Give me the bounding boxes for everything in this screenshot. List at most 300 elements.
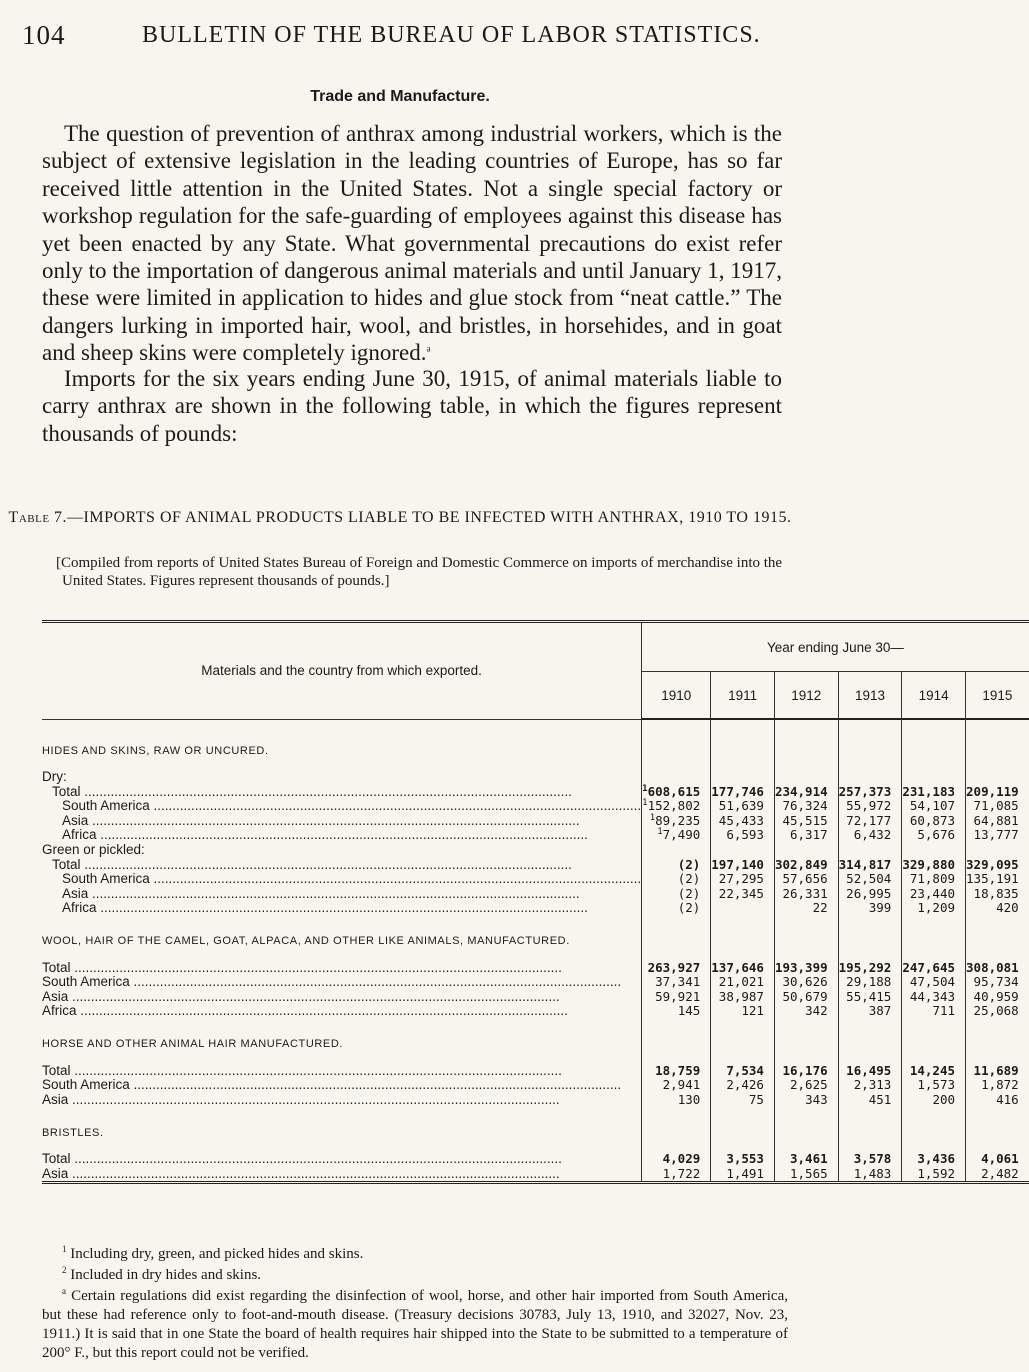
table-row xyxy=(42,1078,1029,1093)
row-label: Asia ..... xyxy=(42,1167,642,1183)
value-cell xyxy=(838,1078,902,1093)
value-cell xyxy=(642,1064,711,1079)
value-text: 64,881 xyxy=(973,812,1019,828)
footnote-a xyxy=(42,1287,788,1363)
value-text: 26,995 xyxy=(846,885,892,901)
value-text: 263,927 xyxy=(647,959,701,975)
value-cell xyxy=(902,901,966,916)
value-cell xyxy=(711,1078,775,1093)
value-text: 45,515 xyxy=(782,812,828,828)
value-text: 195,292 xyxy=(838,959,892,975)
value-cell xyxy=(774,858,838,873)
footnote-a-mark: a xyxy=(62,1286,66,1296)
value-text: 130 xyxy=(677,1091,701,1107)
table-caption xyxy=(0,508,800,528)
value-text: 22,345 xyxy=(718,885,764,901)
value-text: 387 xyxy=(868,1003,892,1019)
value-text: (2) xyxy=(677,885,701,901)
value-text: 22 xyxy=(812,900,828,916)
value-text: 177,746 xyxy=(711,783,764,799)
empty-cell xyxy=(838,1107,902,1140)
value-cell xyxy=(642,975,711,990)
value-cell xyxy=(642,872,711,887)
value-text: 51,639 xyxy=(718,798,764,814)
empty-cell xyxy=(642,719,711,758)
table-row xyxy=(42,814,1029,829)
table-row xyxy=(42,799,1029,814)
value-cell xyxy=(711,901,775,916)
value-text: 16,176 xyxy=(782,1062,828,1078)
value-cell xyxy=(711,1152,775,1167)
value-cell xyxy=(838,770,902,785)
empty-cell xyxy=(838,916,902,949)
table-row xyxy=(42,975,1029,990)
year-header: Year ending June 30— xyxy=(642,622,1029,672)
value-cell xyxy=(966,1152,1029,1167)
value-text: 329,880 xyxy=(902,856,956,872)
group-title: HORSE AND OTHER ANIMAL HAIR MANUFACTURED. xyxy=(42,1019,642,1052)
row-label: Africa ..... xyxy=(42,1004,642,1019)
table-row xyxy=(42,828,1029,843)
value-cell xyxy=(711,770,775,785)
value-text: 451 xyxy=(868,1091,892,1107)
value-cell xyxy=(642,799,711,814)
value-text: 608,615 xyxy=(647,783,701,799)
value-cell xyxy=(902,858,966,873)
footnote-2-mark: 2 xyxy=(62,1265,67,1275)
value-text: 50,679 xyxy=(782,988,828,1004)
value-text: 6,593 xyxy=(726,827,764,843)
empty-cell xyxy=(711,1107,775,1140)
group-title: HIDES AND SKINS, RAW OR UNCURED. xyxy=(42,719,642,758)
empty-cell xyxy=(711,916,775,949)
value-cell xyxy=(774,770,838,785)
table-title: —IMPORTS OF ANIMAL PRODUCTS LIABLE TO BE INFECTED WITH ANTHRAX, 1910 TO 1915. xyxy=(67,509,792,526)
footnote-1 xyxy=(42,1245,788,1264)
value-cell xyxy=(838,1093,902,1108)
value-cell xyxy=(711,887,775,902)
empty-cell xyxy=(838,719,902,758)
value-text: 21,021 xyxy=(718,974,764,990)
value-cell xyxy=(774,1167,838,1183)
value-text: 40,959 xyxy=(973,988,1019,1004)
empty-cell xyxy=(902,1019,966,1052)
value-text: 18,759 xyxy=(655,1062,701,1078)
value-text: 18,835 xyxy=(973,885,1019,901)
value-cell xyxy=(902,872,966,887)
value-cell xyxy=(711,1064,775,1079)
value-cell xyxy=(711,785,775,800)
value-cell xyxy=(774,961,838,976)
value-cell xyxy=(966,1093,1029,1108)
value-text: 3,461 xyxy=(790,1150,828,1166)
value-cell xyxy=(838,1152,902,1167)
value-cell xyxy=(902,990,966,1005)
value-text: (2) xyxy=(677,900,701,916)
value-cell xyxy=(966,785,1029,800)
value-cell xyxy=(642,1078,711,1093)
empty-cell xyxy=(966,916,1029,949)
value-cell xyxy=(966,975,1029,990)
table-row xyxy=(42,961,1029,976)
value-text: 14,245 xyxy=(909,1062,956,1078)
empty-cell xyxy=(902,916,966,949)
value-text: 329,095 xyxy=(966,856,1019,872)
running-title: BULLETIN OF THE BUREAU OF LABOR STATISTICS. xyxy=(142,22,761,48)
value-cell xyxy=(774,785,838,800)
year-col: 1913 xyxy=(838,672,902,720)
footnote-ref: 1 xyxy=(657,827,663,838)
value-cell xyxy=(902,843,966,858)
value-cell xyxy=(902,828,966,843)
footnote-1-text: Including dry, green, and picked hides and skins. xyxy=(70,1246,364,1262)
row-label: Total ..... xyxy=(42,785,642,800)
group-header-row xyxy=(42,916,1029,949)
value-text: 52,504 xyxy=(846,871,892,887)
empty-cell xyxy=(838,1019,902,1052)
value-cell xyxy=(774,799,838,814)
year-col: 1911 xyxy=(711,672,775,720)
value-cell xyxy=(711,814,775,829)
page-number: 104 xyxy=(22,20,66,50)
value-cell xyxy=(838,1004,902,1019)
value-text: 55,972 xyxy=(846,798,892,814)
empty-cell xyxy=(902,719,966,758)
value-text: 37,341 xyxy=(655,974,701,990)
value-cell xyxy=(774,872,838,887)
table-row xyxy=(42,858,1029,873)
group-title: WOOL, HAIR OF THE CAMEL, GOAT, ALPACA, AND OTHER LIKE ANIMALS, MANUFACTURED. xyxy=(42,916,642,949)
value-text: 399 xyxy=(868,900,892,916)
value-text: 1,573 xyxy=(917,1077,956,1093)
value-cell xyxy=(774,1152,838,1167)
value-text: 234,914 xyxy=(774,783,828,799)
value-text: 89,235 xyxy=(655,812,701,828)
value-text: 193,399 xyxy=(774,959,828,975)
table-row xyxy=(42,770,1029,785)
value-text: 343 xyxy=(805,1091,828,1107)
value-text: 3,436 xyxy=(917,1150,956,1166)
value-cell xyxy=(774,1078,838,1093)
value-cell xyxy=(902,785,966,800)
row-label: Africa ..... xyxy=(42,828,642,843)
value-cell xyxy=(774,975,838,990)
value-cell xyxy=(966,814,1029,829)
group-title: BRISTLES. xyxy=(42,1107,642,1140)
value-text: (2) xyxy=(677,871,701,887)
value-text: 1,592 xyxy=(917,1165,956,1181)
stub-header: Materials and the country from which exported. xyxy=(42,622,642,720)
value-text: 71,809 xyxy=(909,871,956,887)
value-cell xyxy=(838,858,902,873)
value-text: 416 xyxy=(996,1091,1019,1107)
row-label: Total ..... xyxy=(42,961,642,976)
value-cell xyxy=(774,1004,838,1019)
imports-table xyxy=(42,620,1029,1184)
value-text: 16,495 xyxy=(846,1062,892,1078)
footnote-ref: 1 xyxy=(649,812,656,823)
value-cell xyxy=(966,990,1029,1005)
table-row xyxy=(42,1167,1029,1183)
value-cell xyxy=(838,814,902,829)
value-cell xyxy=(774,990,838,1005)
value-text: 231,183 xyxy=(902,783,956,799)
table-row xyxy=(42,1004,1029,1019)
value-cell xyxy=(838,799,902,814)
value-text: 3,553 xyxy=(726,1150,764,1166)
value-cell xyxy=(838,901,902,916)
spacer-cell xyxy=(902,758,966,770)
value-text: 1,565 xyxy=(790,1165,828,1181)
empty-cell xyxy=(642,1019,711,1052)
value-cell xyxy=(902,770,966,785)
value-text: 1,491 xyxy=(726,1165,764,1181)
value-text: 1,483 xyxy=(853,1165,892,1181)
value-text: 308,081 xyxy=(966,959,1019,975)
row-label: Total ..... xyxy=(42,1064,642,1079)
value-cell xyxy=(838,828,902,843)
value-cell xyxy=(966,770,1029,785)
footnote-2-text: Included in dry hides and skins. xyxy=(70,1267,262,1283)
value-text: 76,324 xyxy=(782,798,828,814)
value-text: 302,849 xyxy=(774,856,828,872)
value-text: 72,177 xyxy=(846,812,892,828)
value-cell xyxy=(966,1167,1029,1183)
row-label: Asia ..... xyxy=(42,814,642,829)
value-cell xyxy=(838,843,902,858)
value-cell xyxy=(711,975,775,990)
value-cell xyxy=(838,1167,902,1183)
empty-cell xyxy=(966,719,1029,758)
spacer-cell xyxy=(774,758,838,770)
row-label: Green or pickled: xyxy=(42,843,642,858)
value-cell xyxy=(774,901,838,916)
footnote-ref: 1 xyxy=(642,798,648,809)
value-cell xyxy=(774,1093,838,1108)
value-cell xyxy=(966,1004,1029,1019)
value-text: 23,440 xyxy=(909,885,956,901)
value-text: 137,646 xyxy=(711,959,764,975)
table-row xyxy=(42,901,1029,916)
value-text: 3,578 xyxy=(853,1150,892,1166)
group-header-row xyxy=(42,719,1029,758)
value-cell xyxy=(774,828,838,843)
value-text: 45,433 xyxy=(718,812,764,828)
value-text: 60,873 xyxy=(909,812,956,828)
table-row xyxy=(42,843,1029,858)
value-cell xyxy=(902,1167,966,1183)
value-cell xyxy=(902,1078,966,1093)
year-col: 1912 xyxy=(774,672,838,720)
value-cell xyxy=(642,1152,711,1167)
table-body xyxy=(42,719,1029,1183)
empty-cell xyxy=(774,719,838,758)
year-col: 1914 xyxy=(902,672,966,720)
empty-cell xyxy=(966,1019,1029,1052)
paragraph-1-text: The question of prevention of anthrax among industrial workers, which is the subject of extensive legislation in the leading countries of Europe, has so far received little attention in the United States. Not a single special factory or workshop regulation for the safe-guarding of employees against this disease has yet been enacted by any State. What governmental precautions do exist refer only to the importation of dangerous animal materials and until January 1, 1917, these were limited in application to hides and glue stock from “neat cattle.” The dangers lurking in imported hair, wool, and bristles, in horsehides, and in goat and sheep skins were completely ignored. xyxy=(42,121,782,366)
empty-cell xyxy=(774,1107,838,1140)
value-cell xyxy=(711,990,775,1005)
spacer-cell xyxy=(838,758,902,770)
value-text: 47,504 xyxy=(909,974,956,990)
value-cell xyxy=(642,814,711,829)
value-text: 27,295 xyxy=(718,871,764,887)
value-cell xyxy=(642,843,711,858)
value-text: 2,482 xyxy=(981,1165,1019,1181)
spacer-row xyxy=(42,758,1029,770)
value-cell xyxy=(902,1152,966,1167)
value-cell xyxy=(902,1004,966,1019)
value-text: 4,029 xyxy=(662,1150,701,1166)
footnote-ref: 1 xyxy=(642,783,648,794)
spacer-cell xyxy=(42,758,642,770)
row-label: South America ..... xyxy=(42,872,642,887)
table-source-note: [Compiled from reports of United States Bureau of Foreign and Domestic Commerce on imports of merchandise into the United States. Figures represent thousands of pounds.] xyxy=(56,555,783,589)
value-cell xyxy=(642,770,711,785)
value-text: 11,689 xyxy=(973,1062,1019,1078)
value-text: 30,626 xyxy=(782,974,828,990)
table-row xyxy=(42,872,1029,887)
running-header xyxy=(22,20,780,56)
value-text: 26,331 xyxy=(782,885,828,901)
footnote-1-mark: 1 xyxy=(62,1244,67,1254)
value-text: 38,987 xyxy=(718,988,764,1004)
value-text: 6,432 xyxy=(853,827,892,843)
value-cell xyxy=(711,799,775,814)
value-cell xyxy=(774,887,838,902)
empty-cell xyxy=(711,719,775,758)
value-cell xyxy=(642,828,711,843)
value-cell xyxy=(838,785,902,800)
value-text: 75 xyxy=(748,1091,764,1107)
footnote-2 xyxy=(42,1266,788,1285)
value-text: 5,676 xyxy=(917,827,956,843)
value-text: 2,625 xyxy=(790,1077,828,1093)
value-cell xyxy=(838,975,902,990)
value-cell xyxy=(838,1064,902,1079)
value-text: 25,068 xyxy=(973,1003,1019,1019)
value-cell xyxy=(838,872,902,887)
value-cell xyxy=(966,901,1029,916)
value-text: 2,426 xyxy=(726,1077,764,1093)
value-cell xyxy=(902,1064,966,1079)
value-cell xyxy=(774,843,838,858)
value-cell xyxy=(966,858,1029,873)
value-text: 55,415 xyxy=(846,988,892,1004)
table-number: Table 7. xyxy=(8,509,68,526)
value-cell xyxy=(642,858,711,873)
value-text: 95,734 xyxy=(973,974,1019,990)
group-header-row xyxy=(42,1107,1029,1140)
value-cell xyxy=(902,887,966,902)
value-cell xyxy=(966,872,1029,887)
value-text: 152,802 xyxy=(647,798,701,814)
value-cell xyxy=(902,975,966,990)
value-cell xyxy=(711,961,775,976)
value-cell xyxy=(966,961,1029,976)
table-row xyxy=(42,785,1029,800)
value-cell xyxy=(966,1064,1029,1079)
row-label: South America ..... xyxy=(42,1078,642,1093)
row-label: South America ..... xyxy=(42,975,642,990)
value-text: 2,941 xyxy=(662,1077,701,1093)
value-text: 711 xyxy=(932,1003,956,1019)
value-cell xyxy=(774,814,838,829)
value-text: 1,209 xyxy=(917,900,956,916)
value-text: 314,817 xyxy=(838,856,892,872)
value-text: 1,872 xyxy=(981,1077,1019,1093)
value-text: 145 xyxy=(677,1003,701,1019)
value-text: 247,645 xyxy=(902,959,956,975)
value-cell xyxy=(902,961,966,976)
table-row xyxy=(42,1064,1029,1079)
value-text: 44,343 xyxy=(909,988,956,1004)
value-text: 342 xyxy=(805,1003,828,1019)
value-text: 4,061 xyxy=(981,1150,1019,1166)
year-col: 1915 xyxy=(966,672,1029,720)
group-header-row xyxy=(42,1019,1029,1052)
value-cell xyxy=(711,1167,775,1183)
row-label: Total ..... xyxy=(42,1152,642,1167)
value-text: 7,534 xyxy=(726,1062,764,1078)
value-text: 7,490 xyxy=(662,827,701,843)
value-text: 420 xyxy=(996,900,1019,916)
value-cell xyxy=(966,828,1029,843)
empty-cell xyxy=(966,1107,1029,1140)
value-cell xyxy=(902,1093,966,1108)
value-cell xyxy=(838,887,902,902)
value-cell xyxy=(711,828,775,843)
value-cell xyxy=(902,799,966,814)
value-text: 257,373 xyxy=(838,783,892,799)
value-cell xyxy=(642,1167,711,1183)
value-text: 29,188 xyxy=(846,974,892,990)
spacer-cell xyxy=(42,1052,642,1064)
value-text: 6,317 xyxy=(790,827,828,843)
row-label: Africa ..... xyxy=(42,901,642,916)
empty-cell xyxy=(902,1107,966,1140)
empty-cell xyxy=(774,1019,838,1052)
value-text: 57,656 xyxy=(782,871,828,887)
empty-cell xyxy=(642,1107,711,1140)
table-row xyxy=(42,1093,1029,1108)
spacer-cell xyxy=(711,758,775,770)
value-text: 54,107 xyxy=(909,798,956,814)
value-cell xyxy=(774,1064,838,1079)
value-cell xyxy=(711,843,775,858)
value-text: (2) xyxy=(677,856,701,872)
value-cell xyxy=(966,1078,1029,1093)
value-text: 121 xyxy=(741,1003,764,1019)
value-cell xyxy=(642,785,711,800)
table-row xyxy=(42,1152,1029,1167)
year-col: 1910 xyxy=(642,672,711,720)
value-cell xyxy=(838,990,902,1005)
row-label: South America ..... xyxy=(42,799,642,814)
value-text: 209,119 xyxy=(966,783,1019,799)
table-row xyxy=(42,887,1029,902)
spacer-cell xyxy=(966,758,1029,770)
row-label: Asia ..... xyxy=(42,1093,642,1108)
value-cell xyxy=(711,1093,775,1108)
paragraph-2: Imports for the six years ending June 30, 1915, of animal materials liable to carry anthrax are shown in the following table, in which the figures represent thousands of pounds: xyxy=(42,366,782,446)
value-cell xyxy=(711,1004,775,1019)
section-title: Trade and Manufacture. xyxy=(310,88,490,105)
value-cell xyxy=(642,990,711,1005)
value-cell xyxy=(642,961,711,976)
value-text: 2,313 xyxy=(853,1077,892,1093)
value-text: 59,921 xyxy=(655,988,701,1004)
